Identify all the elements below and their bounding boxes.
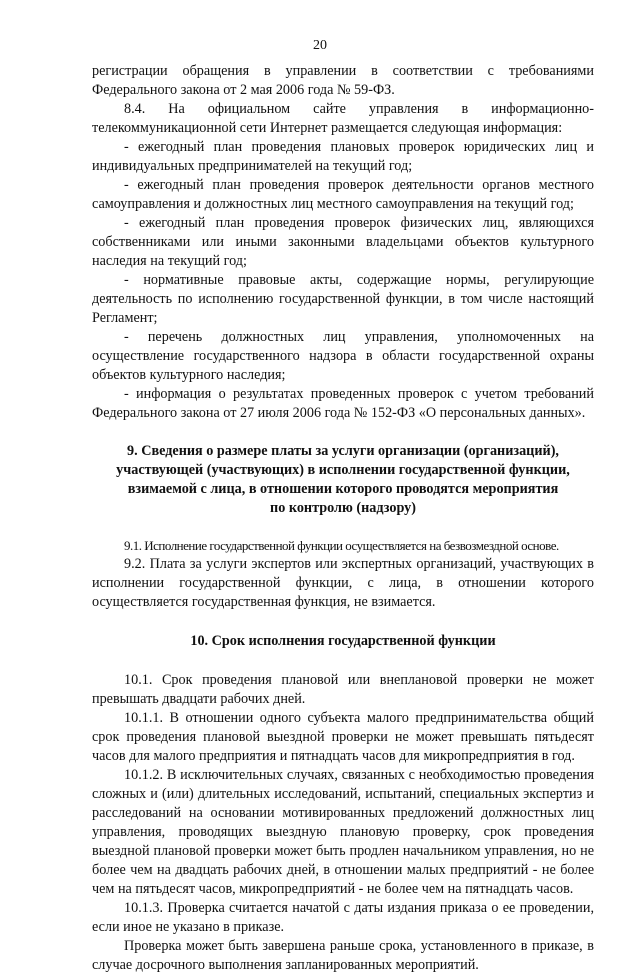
list-item: - ежегодный план проведения проверок деятельности органов местного самоуправления и должностных лиц местного самоуправления на текущий год; [92, 177, 594, 212]
section-10-heading: 10. Срок исполнения государственной функции [190, 633, 496, 649]
section-9-heading [92, 442, 594, 518]
paragraph: 9.2. Плата за услуги экспертов или экспертных организаций, участвующих в исполнении государственной функции, с лица, в отношении которого осуществляется государственная функция, не взимается. [92, 556, 594, 610]
list-item: - ежегодный план проведения плановых проверок юридических лиц и индивидуальных предпринимателей на текущий год; [92, 139, 594, 174]
document-body [92, 62, 594, 975]
paragraph: 10.1.2. В исключительных случаях, связанных с необходимостью проведения сложных и (или) длительных исследований, испытаний, специальных экспертиз и расследований на основании мотивированных предложений должностных лиц управления, проводящих выездную плановую проверку, срок проведения выездной плановой проверки может быть продлен начальником управления, но не более чем на двадцать рабочих дней, в отношении малых предприятий - не более чем на пятьдесят часов, микропредприятий - не более чем на пятнадцать часов. [92, 767, 594, 897]
paragraph: 8.4. На официальном сайте управления в информационно-телекоммуникационной сети Интернет размещается следующая информация: [92, 101, 594, 136]
paragraph: 10.1. Срок проведения плановой или внеплановой проверки не может превышать двадцати рабочих дней. [92, 672, 594, 707]
paragraph: 10.1.1. В отношении одного субъекта малого предпринимательства общий срок проведения плановой выездной проверки не может превышать пятьдесят часов для малого предприятия и пятнадцать часов для микропредприятия в год. [92, 710, 594, 764]
list-item: - перечень должностных лиц управления, уполномоченных на осуществление государственного надзора в области государственной охраны объектов культурного наследия; [92, 329, 594, 383]
paragraph: 10.1.3. Проверка считается начатой с даты издания приказа о ее проведении, если иное не указано в приказе. [92, 900, 594, 935]
paragraph: регистрации обращения в управлении в соответствии с требованиями Федерального закона от 2 мая 2006 года № 59-ФЗ. [92, 63, 594, 98]
heading-line: 9. Сведения о размере платы за услуги организации (организаций), [127, 443, 559, 459]
heading-line: участвующей (участвующих) в исполнении государственной функции, [116, 462, 570, 478]
page-number: 20 [313, 38, 327, 53]
list-item: - информация о результатах проведенных проверок с учетом требований Федерального закона от 27 июля 2006 года № 152-ФЗ «О персональных данных». [92, 386, 594, 421]
paragraph: 9.1. Исполнение государственной функции осуществляется на безвозмездной основе. [124, 538, 559, 553]
paragraph: Проверка может быть завершена раньше срока, установленного в приказе, в случае досрочного выполнения запланированных мероприятий. [92, 938, 594, 973]
heading-line: взимаемой с лица, в отношении которого проводятся мероприятия [127, 481, 559, 497]
list-item: - ежегодный план проведения проверок физических лиц, являющихся собственниками или иными законными владельцами объектов культурного наследия на текущий год; [92, 215, 594, 269]
heading-line: по контролю (надзору) [270, 500, 416, 516]
list-item: - нормативные правовые акты, содержащие нормы, регулирующие деятельность по исполнению государственной функции, в том числе настоящий Регламент; [92, 272, 594, 326]
